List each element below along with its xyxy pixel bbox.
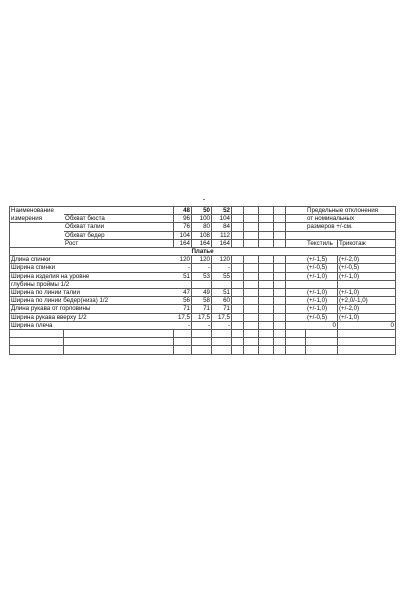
measure-value: 80 [192,223,212,231]
measure-value: 104 [212,215,232,223]
table-row [10,305,396,313]
row-value: 58 [192,297,212,305]
header-name-line2: измерения [10,215,64,223]
row-label: Длина спинки [10,256,174,264]
empty-table-row [10,330,396,338]
measurement-rows [10,256,396,330]
measure-label: Рост [64,239,174,247]
table-row [10,272,396,280]
measure-value: 164 [174,239,192,247]
measure-label: Обхват талии [64,223,174,231]
tolerance-units: размеров +/-см. [306,223,396,231]
measure-value: 84 [212,223,232,231]
size-chart-table [9,206,396,355]
row-label: Ширина плеча [10,321,174,329]
size-50: 50 [192,207,212,215]
row-textile-tolerance: (+/-0,5) [306,264,338,272]
row-value [212,280,232,288]
size-52: 52 [212,207,232,215]
row-value: 47 [174,289,192,297]
table-row [10,280,396,288]
tolerance-title: Предельные отклонения [306,207,396,215]
column-knit: Трикотаж [338,239,396,247]
row-label: Ширина по линии талии [10,289,174,297]
row-knit-tolerance: (+/-1,0) [338,289,396,297]
row-knit-tolerance: (+/-1,0) [338,272,396,280]
measure-value: 164 [212,239,232,247]
table-row [10,313,396,321]
row-textile-tolerance: (+/-1,0) [306,289,338,297]
header-name-line1: Наименование [10,207,64,215]
row-value: 55 [212,272,232,280]
row-knit-tolerance: (+/-1,0) [338,313,396,321]
section-row [10,248,396,256]
row-knit-tolerance: (+/-2,0) [338,256,396,264]
measure-row [10,239,396,247]
row-label: глубины проймы 1/2 [10,280,174,288]
row-textile-tolerance [306,280,338,288]
row-value: 51 [212,289,232,297]
row-label: Длина рукава от горловины [10,305,174,313]
row-value [174,280,192,288]
row-knit-tolerance: (+/-2,0) [338,305,396,313]
row-value: 51 [174,272,192,280]
row-value: - [212,264,232,272]
row-value: 120 [212,256,232,264]
row-textile-tolerance: (+/-1,0) [306,297,338,305]
table-row [10,256,396,264]
measure-row [10,231,396,239]
measure-value: 100 [192,215,212,223]
row-value: 71 [212,305,232,313]
empty-table-row [10,346,396,354]
measure-value: 76 [174,223,192,231]
measure-value: 96 [174,215,192,223]
row-value: - [174,264,192,272]
row-value: 17,5 [212,313,232,321]
row-value: 71 [174,305,192,313]
row-knit-tolerance: 0 [338,321,396,329]
row-value: 17,5 [174,313,192,321]
row-value: 49 [192,289,212,297]
size-48: 48 [174,207,192,215]
tolerance-subtitle: от номинальных [306,215,396,223]
measure-label: Обхват бюста [64,215,174,223]
measure-value: 104 [174,231,192,239]
row-value: - [192,264,212,272]
measure-value: 108 [192,231,212,239]
row-value: 56 [174,297,192,305]
size-chart-sheet [9,206,395,355]
row-label: Ширина рукава вверху 1/2 [10,313,174,321]
row-value: - [212,321,232,329]
table-row [10,289,396,297]
row-knit-tolerance: (+/-0,5) [338,264,396,272]
row-value: 60 [212,297,232,305]
table-row [10,321,396,329]
measure-value: 164 [192,239,212,247]
row-value [192,280,212,288]
row-value: - [174,321,192,329]
row-value: 53 [192,272,212,280]
measure-row [10,223,396,231]
row-textile-tolerance: 0 [306,321,338,329]
section-title: Платье [10,248,396,256]
table-row [10,297,396,305]
header-row-sizes [10,207,396,215]
stray-mark [203,199,205,200]
column-textile: Текстиль [306,239,338,247]
header-empty [64,207,174,215]
row-label: Ширина спинки [10,264,174,272]
row-textile-tolerance: (+/-1,0) [306,305,338,313]
row-value: 120 [174,256,192,264]
row-value: 120 [192,256,212,264]
empty-rows [10,330,396,355]
row-label: Ширина изделия на уровне [10,272,174,280]
measure-value: 112 [212,231,232,239]
table-row [10,264,396,272]
row-value: 17,5 [192,313,212,321]
row-value: - [192,321,212,329]
row-label: Ширина по линии бедер(низа) 1/2 [10,297,174,305]
row-textile-tolerance: (+/-0,5) [306,313,338,321]
row-textile-tolerance: (+/-1,0) [306,272,338,280]
measure-row [10,215,396,223]
empty-table-row [10,338,396,346]
row-knit-tolerance: (+2,0/-1,0) [338,297,396,305]
measure-label: Обхват бедер [64,231,174,239]
row-textile-tolerance: (+/-1,5) [306,256,338,264]
row-knit-tolerance [338,280,396,288]
row-value: 71 [192,305,212,313]
